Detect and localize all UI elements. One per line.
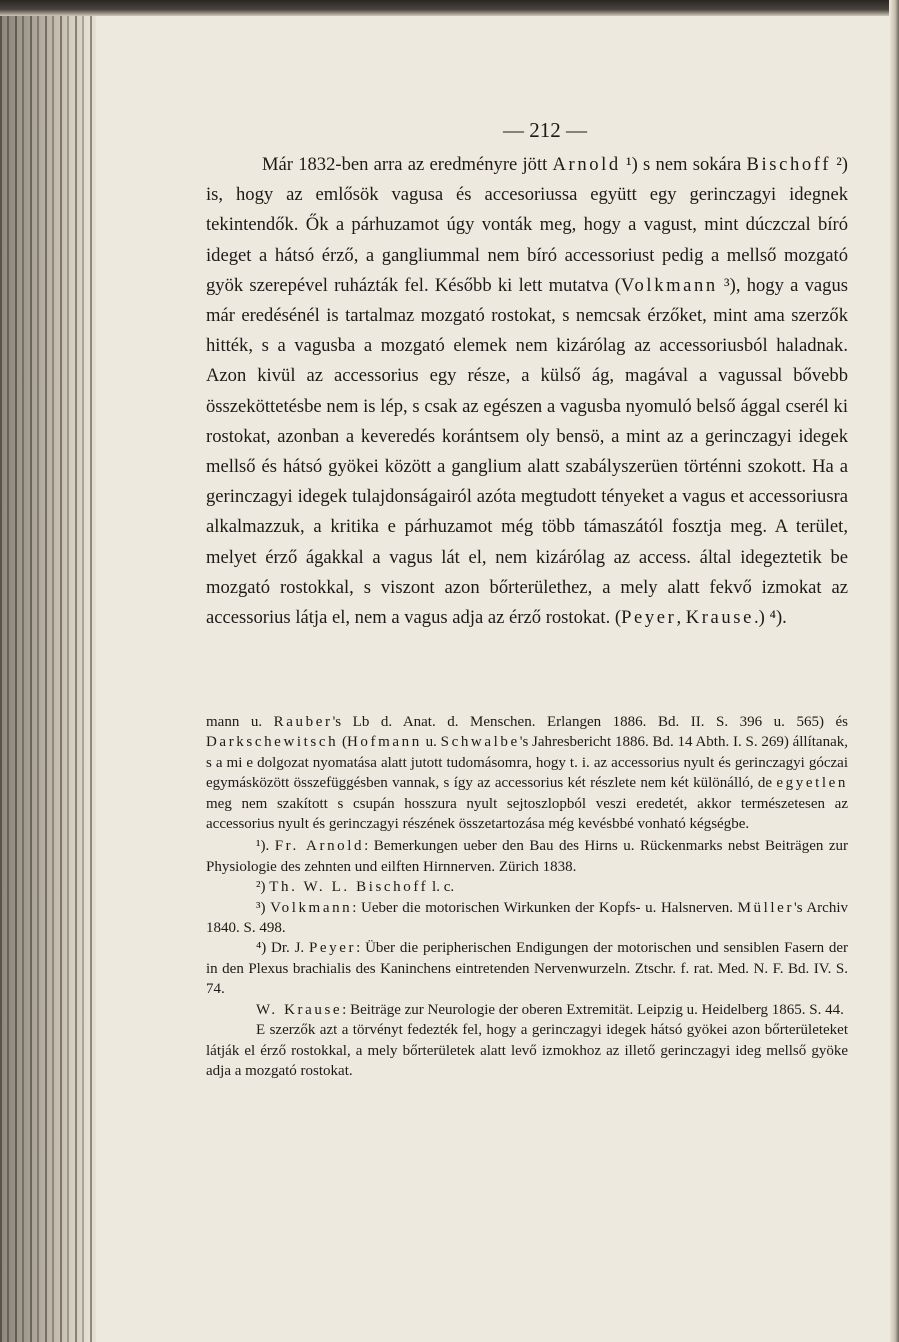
footnote-continuation [206, 712, 848, 834]
note-author-rauber: Rauber [273, 714, 333, 730]
footnote-author: Müller [737, 899, 795, 916]
note-text: 's Jahresbericht 1886. Bd. 14 Abth. I. S. 269) állítanak, s a mi e dolgozat nyomatása alatt jutott tudomásomra, hogy t. i. az accessorius nyult és gerinczagyi góczai egymásközött összefüggésben vannak, s így az accessorius két részlete nem két különálló, de [206, 734, 848, 792]
footnote-text: : Ueber die motorischen Wirkunken der Kopfs- u. Halsnerven. [352, 899, 738, 916]
note-text: 's Lb d. Anat. d. Menschen. Erlangen 1886. Bd. II. S. 396 u. 565) és [332, 714, 848, 730]
author-volkmann: Volkmann [620, 274, 718, 296]
footnote-text: l. c. [428, 879, 455, 896]
footnote-marker: ³) [256, 899, 266, 916]
page-number: — 212 — [503, 118, 587, 142]
footnote-4 [206, 938, 848, 999]
note-text: ( [338, 734, 347, 751]
body-text-2: ¹) s nem sokára [620, 154, 747, 175]
body-text-1: Már 1832-ben arra az eredményre jött [262, 154, 553, 175]
note-text: u. [421, 734, 441, 751]
footnote-2 [206, 877, 848, 897]
note-author-darkschewitsch: Darkschewitsch [206, 734, 339, 751]
note-author-schwalbe: Schwalbe [440, 734, 520, 751]
footnote-6 [206, 1020, 848, 1081]
footnote-author: Fr. Arnold [274, 838, 365, 855]
footnote-3 [206, 898, 848, 939]
note-author-hofmann: Hofmann [346, 734, 422, 751]
footnote-1 [206, 836, 848, 877]
footnote-text: E szerzők azt a törvényt fedezték fel, hogy a gerinczagyi idegek hátsó gyökei azon bőrterületeket látják el érző rostokkal, a mely bőrterületek alatt levő izmokhoz az illető gerinczagyi ideg mellső gyöke adja a mozgató rostokat. [206, 1022, 848, 1079]
note-text: mann u. [206, 714, 274, 730]
body-text-6: .) ⁴). [754, 607, 787, 629]
body-text-4: ³), hogy a vagus már eredésénél is tartalmaz mozgató rostokat, s nemcsak érzőket, mint ama szerzők hitték, s a vagusba a mozgató elemek nem kizárólag az accessoriusból haladnak. Azon kivül az accessorius egy része, a külső ág, magával a vagussal bővebb összeköttetésbe nem is lép, s csak az egészen a vagusba nyomuló belső ággal cserél ki rostokat, azonban a keveredés korántsem oly bensö, a mint az a gerinczagyi idegek mellső és hátsó gyökei között a ganglium alatt szabályszerüen történni szokott. Ha a gerinczagyi idegek tulajdonságairól azóta megtudott tényeket a vagus et accessoriusra alkalmazzuk, a kritika e párhuzamot még több támaszától fosztja meg. A terület, melyet érző ágakkal a vagus lát el, nem kizárólag az access. által idegeztetik be mozgató rostokkal, s viszont azon bőrterülethez, a mely alatt fekvő izmokat az accessorius látja el, nem a vagus adja az érző rostokat. ( [206, 274, 848, 629]
footnote-text: : Über die peripherischen Endigungen der motorischen und sensiblen Fasern der in den Plexus brachialis des Kaninchens eintretenden Nervenwurzeln. Ztschr. f. rat. Med. N. F. Bd. IV. S. 74. [206, 940, 849, 998]
page-top-shadow [0, 0, 899, 16]
footnote-text: : Bemerkungen ueber den Bau des Hirns u. Rückenmarks nebst Beiträgen zur Physiologie des zehnten und eilften Hirnnerven. Zürich 1838. [206, 838, 848, 875]
footnote-author: Th. W. L. Bischoff [269, 879, 429, 896]
footnotes [206, 712, 848, 1081]
body-text-3: ²) is, hogy az emlősök vagusa és accesoriussa együtt egy gerinczagyi idegnek tekintendők. Ők a párhuzamot úgy vonták meg, hogy a vagust, mint dúczczal bíró ideget a hátsó érző, a gangliummal nem bíró accessoriust pedig a mellső mozgató gyök szerepével ruházták fel. Később ki lett mutatva ( [206, 154, 848, 296]
author-peyer: Peyer [621, 607, 677, 629]
main-paragraph [206, 150, 848, 633]
footnote-author: W. Krause [256, 1001, 343, 1018]
footnote-text: Dr. J. [271, 940, 309, 957]
author-arnold: Arnold [552, 154, 621, 175]
body-text-5: , [676, 607, 686, 629]
footnote-text: : Beiträge zur Neurologie der oberen Extremität. Leipzig u. Heidelberg 1865. S. 44. [342, 1001, 844, 1018]
footnote-marker: ¹). [256, 838, 270, 855]
note-text: meg nem szakított s csupán hosszura nyult sejtoszlopból veszi eredetét, akkor természetesen az accessorius nyult és gerinczagyi részének összetartozása még kevésbbé vonható kégségbe. [206, 795, 848, 833]
note-emphasis: egyetlen [776, 775, 848, 792]
page-right-edge [889, 0, 899, 1342]
book-spine-shadow [0, 16, 96, 1342]
footnote-author: Volkmann [270, 899, 353, 916]
footnote-text: 's Archiv 1840. S. 498. [206, 899, 849, 937]
author-bischoff: Bischoff [746, 154, 831, 175]
author-krause: Krause [685, 607, 754, 629]
footnote-marker: ²) [256, 879, 266, 896]
footnote-author: Peyer [308, 940, 357, 957]
footnote-marker: ⁴) [256, 940, 267, 957]
footnote-5 [206, 1000, 848, 1020]
